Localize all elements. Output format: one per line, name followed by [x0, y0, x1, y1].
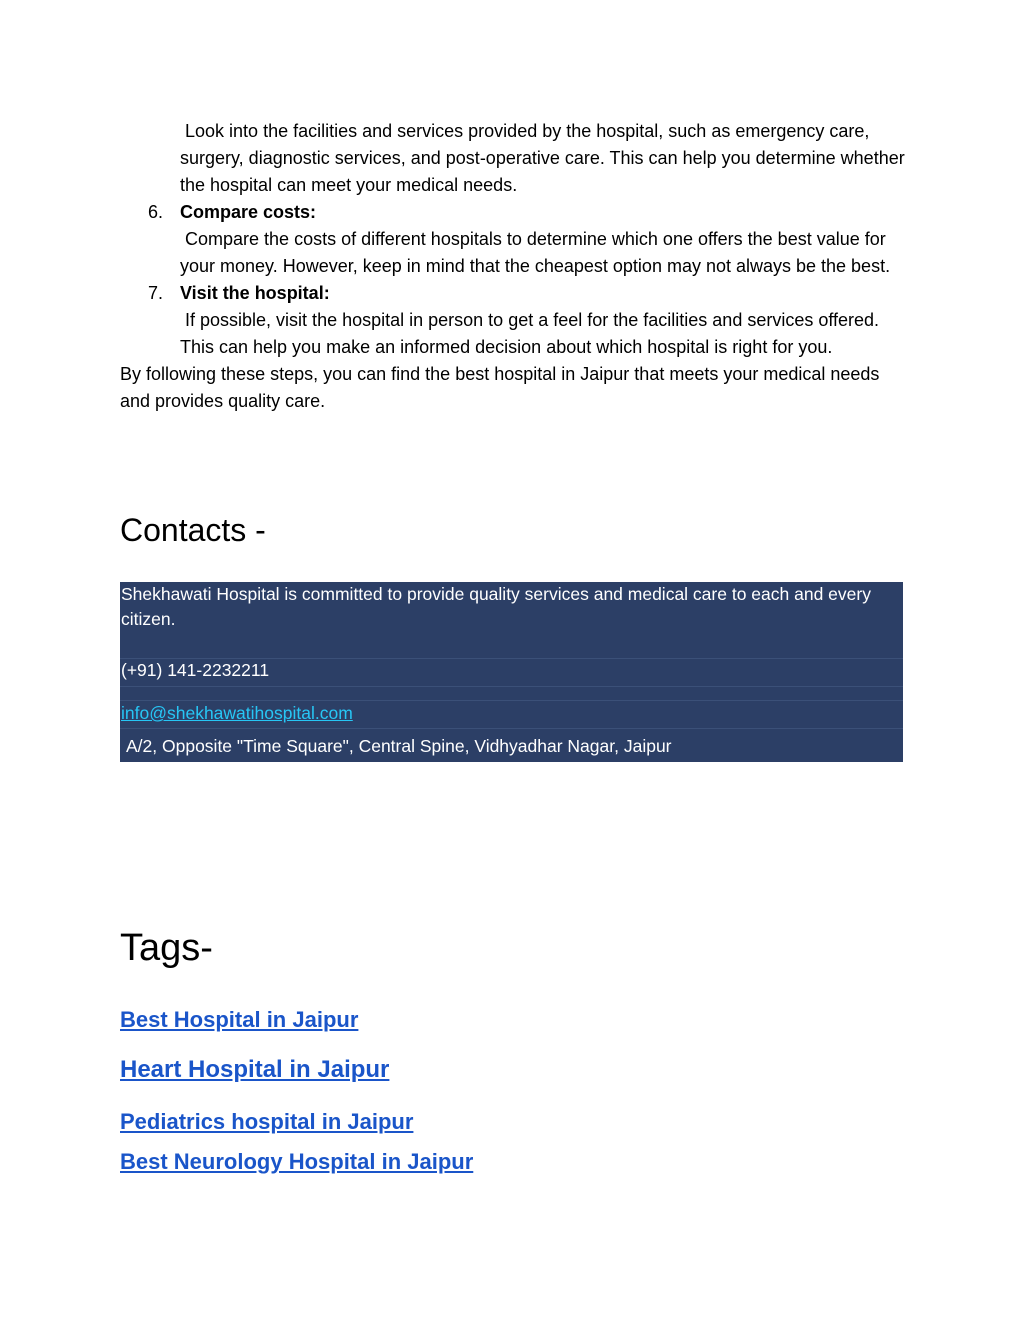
step-description: If possible, visit the hospital in person to get a feel for the facilities and services offered. This can help you make an informed decision about which hospital is right for you. [180, 310, 884, 357]
tags-heading: Tags- [120, 927, 213, 969]
step-number: 7. [148, 283, 164, 303]
step-description: Compare the costs of different hospitals to determine which one offers the best value for your money. However, keep in mind that the cheapest option may not always be the best. [180, 229, 891, 276]
step-item-compare-costs [120, 199, 910, 226]
summary-paragraph: By following these steps, you can find the best hospital in Jaipur that meets your medical needs and provides quality care. [120, 364, 880, 411]
divider [120, 728, 903, 729]
intro-paragraph: Look into the facilities and services provided by the hospital, such as emergency care, surgery, diagnostic services, and post-operative care. This can help you determine whether the hospital can meet your medical needs. [180, 121, 910, 195]
step-title: Compare costs: [180, 202, 317, 222]
contact-info-box [120, 582, 903, 762]
step-title: Visit the hospital: [180, 283, 330, 303]
contact-email-link[interactable]: info@shekhawatihospital.com [121, 703, 353, 723]
contacts-heading: Contacts - [120, 512, 266, 548]
contact-phone: (+91) 141-2232211 [121, 660, 270, 680]
step-number: 6. [148, 202, 164, 222]
steps-list [120, 118, 910, 415]
tag-link-heart-hospital[interactable]: Heart Hospital in Jaipur [120, 1056, 390, 1083]
tag-link-neurology-hospital[interactable]: Best Neurology Hospital in Jaipur [120, 1149, 474, 1174]
contact-address: A/2, Opposite "Time Square", Central Spine, Vidhyadhar Nagar, Jaipur [126, 736, 672, 756]
step-item-visit-hospital [120, 280, 910, 307]
divider [120, 686, 903, 687]
tag-link-pediatrics-hospital[interactable]: Pediatrics hospital in Jaipur [120, 1109, 414, 1134]
contact-description: Shekhawati Hospital is committed to provide quality services and medical care to each and every citizen. [121, 584, 876, 629]
tag-link-best-hospital[interactable]: Best Hospital in Jaipur [120, 1007, 359, 1032]
